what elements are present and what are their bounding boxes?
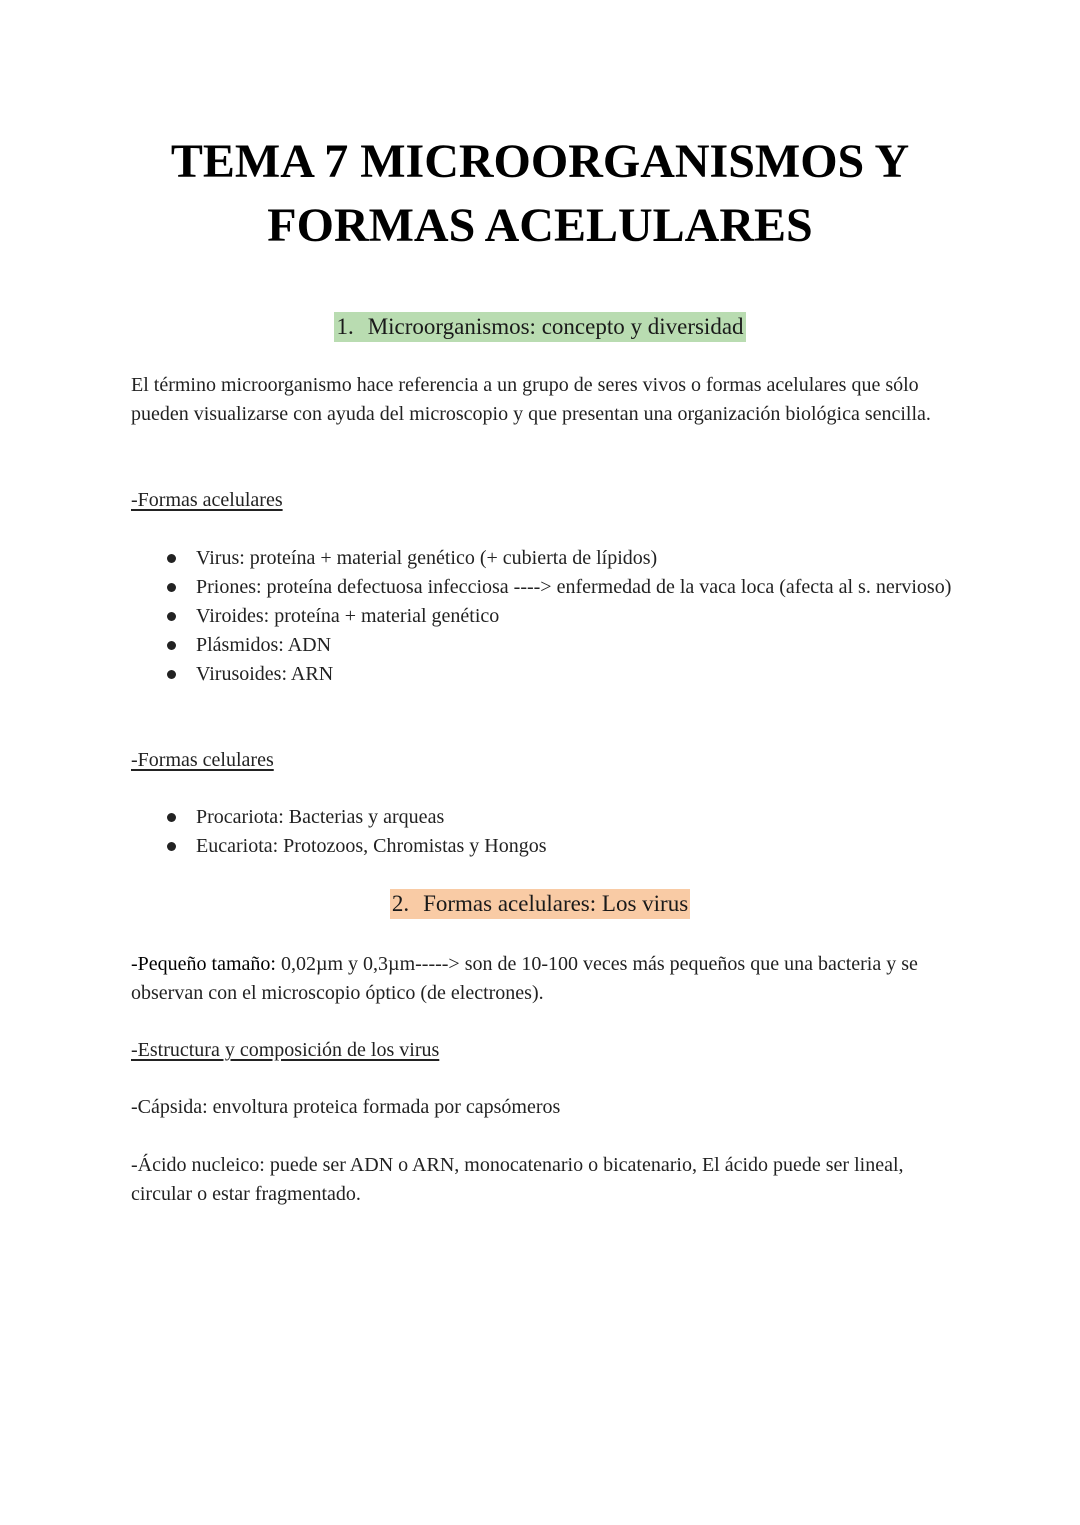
acido-nucleico-text: -Ácido nucleico: puede ser ADN o ARN, monocatenario o bicatenario, El ácido puede ser lineal, circular o estar fragmentado. <box>131 1154 904 1205</box>
formas-acelulares-list <box>131 544 961 689</box>
list-item <box>131 803 961 832</box>
section-2-heading <box>0 889 1080 919</box>
section-1-intro: El término microorganismo hace referencia a un grupo de seres vivos o formas acelulares que sólo pueden visualizarse con ayuda del microscopio y que presentan una organización biológica sencilla. <box>131 374 931 425</box>
bullet-icon <box>167 813 176 822</box>
virus-size-value: 0,02µm y 0,3µm-----> son de 10-100 veces más pequeños que una bacteria y se observan con el microscopio óptico (de electrones). <box>131 953 918 1004</box>
list-item <box>131 631 961 660</box>
section-1-heading <box>0 312 1080 342</box>
title-line-1: TEMA 7 MICROORGANISMOS Y <box>170 135 910 188</box>
capsida-text: -Cápsida: envoltura proteica formada por capsómeros <box>131 1096 561 1118</box>
formas-celulares-label: -Formas celulares <box>131 749 274 771</box>
list-item-text: Plásmidos: ADN <box>196 634 332 656</box>
list-item-text: Virusoides: ARN <box>196 663 334 685</box>
bullet-icon <box>167 670 176 679</box>
section-2-highlight <box>390 889 690 919</box>
bullet-icon <box>167 583 176 592</box>
formas-acelulares-label: -Formas acelulares <box>131 489 283 511</box>
list-item <box>131 544 961 573</box>
list-item <box>131 660 961 689</box>
virus-size-label: -Pequeño tamaño: <box>131 953 276 975</box>
section-1-highlight <box>334 312 745 342</box>
section-1-number: 1. <box>336 314 354 339</box>
formas-celulares-list <box>131 803 961 861</box>
list-item-text: Procariota: Bacterias y arqueas <box>196 806 445 828</box>
list-item-text: Eucariota: Protozoos, Chromistas y Hongos <box>196 835 547 857</box>
list-item <box>131 602 961 631</box>
section-1-title: Microorganismos: concepto y diversidad <box>367 314 744 339</box>
section-2-number: 2. <box>391 891 410 916</box>
section-2-title: Formas acelulares: Los virus <box>423 891 689 916</box>
document-title <box>0 130 1080 258</box>
estructura-label: -Estructura y composición de los virus <box>131 1039 440 1061</box>
list-item-text: Priones: proteína defectuosa infecciosa ----> enfermedad de la vaca loca (afecta al s. nervioso) <box>196 576 952 598</box>
list-item-text: Viroides: proteína + material genético <box>196 605 500 627</box>
bullet-icon <box>167 842 176 851</box>
list-item-text: Virus: proteína + material genético (+ cubierta de lípidos) <box>196 547 658 569</box>
list-item <box>131 832 961 861</box>
bullet-icon <box>167 554 176 563</box>
virus-size-text <box>131 950 961 1008</box>
bullet-icon <box>167 641 176 650</box>
title-line-2: FORMAS ACELULARES <box>267 199 813 252</box>
list-item <box>131 573 961 602</box>
bullet-icon <box>167 612 176 621</box>
